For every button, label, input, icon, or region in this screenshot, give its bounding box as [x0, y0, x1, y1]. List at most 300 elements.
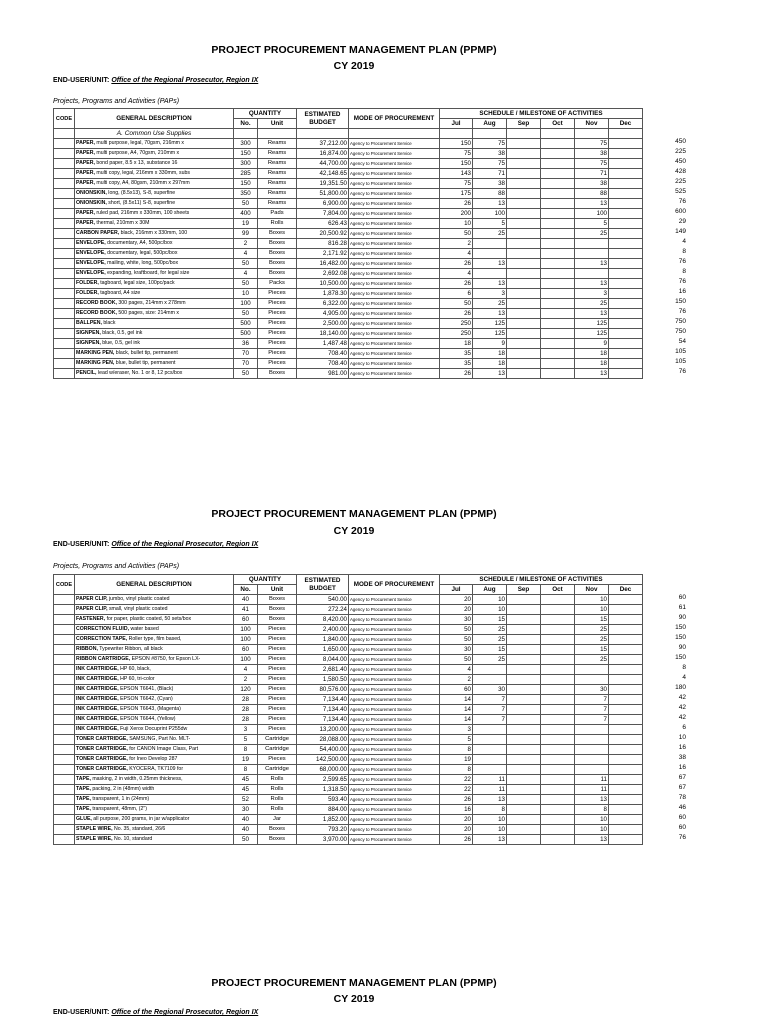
item-name: ONIONSKIN, — [76, 190, 107, 196]
month-nov — [575, 269, 609, 279]
month-jul: 26 — [440, 199, 473, 209]
item-unit: Reams — [258, 159, 297, 169]
month-aug — [473, 735, 507, 745]
item-detail: KYOCERA, TK7109 for — [127, 766, 184, 772]
header-month: Aug — [473, 585, 507, 595]
item-unit: Reams — [258, 189, 297, 199]
month-aug: 18 — [473, 359, 507, 369]
table-row — [54, 655, 643, 665]
table-row — [54, 329, 643, 339]
item-name: RECORD BOOK, — [76, 300, 117, 306]
table-row — [54, 695, 643, 705]
item-mode: Agency to Procurement Service — [349, 369, 440, 379]
item-mode: Agency to Procurement Service — [349, 755, 440, 765]
item-name: TONER CARTRIDGE, — [76, 756, 128, 762]
month-nov — [575, 725, 609, 735]
month-nov — [575, 745, 609, 755]
item-name: FOLDER, — [76, 290, 99, 296]
month-sep — [507, 189, 541, 199]
month-dec — [609, 189, 643, 199]
item-description — [75, 369, 234, 379]
item-detail: for paper, plastic coated, 50 sets/box — [105, 616, 192, 622]
item-budget: 708.40 — [297, 359, 349, 369]
month-oct — [541, 605, 575, 615]
month-sep — [507, 199, 541, 209]
month-oct — [541, 349, 575, 359]
enduser-label: END-USER/UNIT: — [53, 1009, 110, 1016]
month-oct — [541, 595, 575, 605]
month-dec — [609, 795, 643, 805]
month-jul: 30 — [440, 645, 473, 655]
month-sep — [507, 725, 541, 735]
month-aug: 7 — [473, 705, 507, 715]
month-oct — [541, 825, 575, 835]
code-cell — [54, 189, 75, 199]
item-unit: Packs — [258, 279, 297, 289]
table-row — [54, 229, 643, 239]
page-year: CY 2019 — [333, 993, 375, 1005]
section-title: A. Common Use Supplies — [75, 129, 234, 139]
item-quantity: 4 — [234, 269, 258, 279]
month-aug: 38 — [473, 179, 507, 189]
item-unit: Pieces — [258, 705, 297, 715]
table-row — [54, 615, 643, 625]
item-mode: Agency to Procurement Service — [349, 635, 440, 645]
item-budget: 1,487.48 — [297, 339, 349, 349]
item-mode: Agency to Procurement Service — [349, 319, 440, 329]
item-name: PAPER, — [76, 140, 95, 146]
item-detail: multi purpose, A4, 70gsm, 210mm x — [94, 150, 180, 156]
month-oct — [541, 615, 575, 625]
header-schedule: SCHEDULE / MILESTONE OF ACTIVITIES — [440, 109, 643, 119]
month-nov: 13 — [575, 199, 609, 209]
item-name: TAPE, — [76, 796, 91, 802]
header-budget: ESTIMATED BUDGET — [297, 109, 349, 129]
month-aug: 30 — [473, 685, 507, 695]
month-aug: 3 — [473, 289, 507, 299]
code-cell — [54, 169, 75, 179]
month-aug: 13 — [473, 259, 507, 269]
item-unit: Boxes — [258, 369, 297, 379]
month-oct — [541, 239, 575, 249]
code-cell — [54, 239, 75, 249]
month-oct — [541, 735, 575, 745]
item-detail: SAMSUNG, Part No. MLT- — [127, 736, 191, 742]
table-row — [54, 775, 643, 785]
month-aug — [473, 765, 507, 775]
month-jul: 26 — [440, 835, 473, 845]
code-cell — [54, 765, 75, 775]
month-jul: 175 — [440, 189, 473, 199]
month-oct — [541, 695, 575, 705]
month-oct — [541, 229, 575, 239]
month-jul: 35 — [440, 359, 473, 369]
item-description — [75, 735, 234, 745]
item-description — [75, 249, 234, 259]
code-cell — [54, 289, 75, 299]
month-jul: 26 — [440, 795, 473, 805]
code-cell — [54, 665, 75, 675]
item-unit: Rolls — [258, 785, 297, 795]
item-budget: 7,134.40 — [297, 695, 349, 705]
item-mode: Agency to Procurement Service — [349, 615, 440, 625]
item-budget: 7,134.40 — [297, 705, 349, 715]
month-oct — [541, 169, 575, 179]
month-nov: 25 — [575, 635, 609, 645]
header-month: Jul — [440, 585, 473, 595]
item-quantity: 36 — [234, 339, 258, 349]
item-detail: masking, 2 in width, 0.25mm thickness, — [90, 776, 183, 782]
table-row — [54, 269, 643, 279]
row-total: 105 — [675, 358, 686, 365]
row-total: 38 — [678, 754, 686, 761]
month-oct — [541, 625, 575, 635]
enduser-office: Office of the Regional Prosecutor, Region IX — [111, 1009, 259, 1016]
month-aug: 25 — [473, 655, 507, 665]
item-budget: 2,500.00 — [297, 319, 349, 329]
item-detail: tagboard, A4 size — [98, 290, 141, 296]
month-jul: 22 — [440, 785, 473, 795]
item-mode: Agency to Procurement Service — [349, 229, 440, 239]
item-name: PAPER CLIP, — [76, 606, 108, 612]
item-budget: 20,500.92 — [297, 229, 349, 239]
item-unit: Pads — [258, 209, 297, 219]
table-row — [54, 645, 643, 655]
item-detail: bond paper, 8.5 x 13, substance 16 — [94, 160, 178, 166]
month-oct — [541, 645, 575, 655]
item-detail: thermal, 210mm x 30M — [94, 220, 150, 226]
month-sep — [507, 605, 541, 615]
code-cell — [54, 319, 75, 329]
page-title: PROJECT PROCUREMENT MANAGEMENT PLAN (PPMP) — [211, 508, 497, 520]
month-oct — [541, 805, 575, 815]
table-row — [54, 309, 643, 319]
month-oct — [541, 199, 575, 209]
month-nov: 125 — [575, 319, 609, 329]
row-total: 4 — [682, 674, 686, 681]
page-title: PROJECT PROCUREMENT MANAGEMENT PLAN (PPMP) — [211, 977, 497, 989]
header-schedule: SCHEDULE / MILESTONE OF ACTIVITIES — [440, 575, 643, 585]
month-jul: 200 — [440, 209, 473, 219]
item-detail: small, vinyl plastic coated — [107, 606, 168, 612]
item-description — [75, 705, 234, 715]
table-row — [54, 735, 643, 745]
table-row — [54, 159, 643, 169]
month-aug: 71 — [473, 169, 507, 179]
item-mode: Agency to Procurement Service — [349, 595, 440, 605]
item-name: SIGNPEN, — [76, 340, 101, 346]
header-quantity: QUANTITY — [234, 575, 297, 585]
code-cell — [54, 149, 75, 159]
item-unit: Boxes — [258, 615, 297, 625]
code-cell — [54, 635, 75, 645]
item-budget: 593.40 — [297, 795, 349, 805]
item-budget: 54,400.00 — [297, 745, 349, 755]
month-sep — [507, 139, 541, 149]
code-cell — [54, 815, 75, 825]
month-nov: 9 — [575, 339, 609, 349]
month-sep — [507, 715, 541, 725]
item-description — [75, 269, 234, 279]
ppmp-table-2 — [53, 574, 643, 845]
item-name: INK CARTRIDGE, — [76, 676, 119, 682]
item-name: BALLPEN, — [76, 320, 102, 326]
item-unit: Boxes — [258, 825, 297, 835]
item-quantity: 50 — [234, 369, 258, 379]
item-detail: multi copy, legal, 216mm x 330mm, subs — [94, 170, 190, 176]
item-unit: Pieces — [258, 309, 297, 319]
header-month: Dec — [609, 119, 643, 129]
item-mode: Agency to Procurement Service — [349, 329, 440, 339]
table-row — [54, 259, 643, 269]
month-aug: 13 — [473, 199, 507, 209]
item-mode: Agency to Procurement Service — [349, 249, 440, 259]
table-row — [54, 339, 643, 349]
month-dec — [609, 149, 643, 159]
item-budget: 8,044.00 — [297, 655, 349, 665]
paps-label: Projects, Programs and Activities (PAPs) — [53, 563, 180, 570]
month-oct — [541, 755, 575, 765]
month-nov: 3 — [575, 289, 609, 299]
month-nov: 8 — [575, 805, 609, 815]
row-total: 150 — [675, 624, 686, 631]
item-mode: Agency to Procurement Service — [349, 279, 440, 289]
enduser-office: Office of the Regional Prosecutor, Region IX — [111, 77, 259, 84]
item-mode: Agency to Procurement Service — [349, 309, 440, 319]
item-description — [75, 675, 234, 685]
item-quantity: 40 — [234, 595, 258, 605]
row-total: 16 — [678, 288, 686, 295]
item-description — [75, 169, 234, 179]
table-row — [54, 139, 643, 149]
item-name: PAPER, — [76, 220, 95, 226]
month-aug: 15 — [473, 615, 507, 625]
row-total: 60 — [678, 824, 686, 831]
month-dec — [609, 815, 643, 825]
item-budget: 1,840.00 — [297, 635, 349, 645]
month-dec — [609, 319, 643, 329]
table-row — [54, 625, 643, 635]
month-nov: 75 — [575, 159, 609, 169]
code-cell — [54, 179, 75, 189]
item-description — [75, 785, 234, 795]
code-cell — [54, 835, 75, 845]
month-jul: 8 — [440, 765, 473, 775]
item-detail: short, (8.5x11) S-8, superfine — [106, 200, 176, 206]
item-mode: Agency to Procurement Service — [349, 269, 440, 279]
item-unit: Boxes — [258, 259, 297, 269]
month-aug — [473, 269, 507, 279]
item-mode: Agency to Procurement Service — [349, 745, 440, 755]
item-unit: Cartridge — [258, 765, 297, 775]
month-nov: 25 — [575, 299, 609, 309]
item-quantity: 40 — [234, 815, 258, 825]
header-month: Dec — [609, 585, 643, 595]
item-budget: 19,351.50 — [297, 179, 349, 189]
item-name: GLUE, — [76, 816, 92, 822]
item-name: FASTENER, — [76, 616, 106, 622]
table-row — [54, 219, 643, 229]
item-budget: 1,852.00 — [297, 815, 349, 825]
month-sep — [507, 635, 541, 645]
table-row — [54, 715, 643, 725]
month-jul: 4 — [440, 249, 473, 259]
month-dec — [609, 199, 643, 209]
month-oct — [541, 725, 575, 735]
enduser-line — [53, 541, 258, 548]
item-detail: EPSON T6643, (Magenta) — [118, 706, 181, 712]
table-row — [54, 239, 643, 249]
item-detail: EPSON T6644, (Yellow) — [118, 716, 176, 722]
item-detail: documentary, A4, 500pc/box — [105, 240, 173, 246]
table-row — [54, 319, 643, 329]
month-dec — [609, 835, 643, 845]
month-oct — [541, 189, 575, 199]
month-nov: 75 — [575, 139, 609, 149]
code-cell — [54, 745, 75, 755]
item-unit: Pieces — [258, 725, 297, 735]
item-name: TONER CARTRIDGE, — [76, 736, 128, 742]
table-row — [54, 745, 643, 755]
code-cell — [54, 725, 75, 735]
code-cell — [54, 685, 75, 695]
table-row — [54, 209, 643, 219]
month-sep — [507, 149, 541, 159]
month-aug: 10 — [473, 825, 507, 835]
month-aug: 75 — [473, 159, 507, 169]
enduser-label: END-USER/UNIT: — [53, 77, 110, 84]
month-aug — [473, 665, 507, 675]
month-jul: 20 — [440, 815, 473, 825]
item-budget: 6,322.00 — [297, 299, 349, 309]
row-total: 4 — [682, 238, 686, 245]
month-sep — [507, 765, 541, 775]
row-total: 90 — [678, 614, 686, 621]
item-budget: 540.00 — [297, 595, 349, 605]
month-sep — [507, 239, 541, 249]
table-row — [54, 359, 643, 369]
header-quantity: QUANTITY — [234, 109, 297, 119]
row-total: 225 — [675, 178, 686, 185]
item-description — [75, 745, 234, 755]
item-detail: lead w/eraser, No. 1 or 8, 12 pcs/box — [96, 370, 183, 376]
month-jul: 60 — [440, 685, 473, 695]
item-mode: Agency to Procurement Service — [349, 805, 440, 815]
item-detail: 500 pages, size: 214mm x — [116, 310, 179, 316]
month-aug — [473, 755, 507, 765]
item-quantity: 28 — [234, 705, 258, 715]
code-cell — [54, 279, 75, 289]
item-quantity: 8 — [234, 745, 258, 755]
month-sep — [507, 319, 541, 329]
item-unit: Pieces — [258, 755, 297, 765]
item-mode: Agency to Procurement Service — [349, 795, 440, 805]
item-detail: Roller type, film based, — [127, 636, 182, 642]
item-mode: Agency to Procurement Service — [349, 209, 440, 219]
month-jul: 35 — [440, 349, 473, 359]
item-budget: 2,692.08 — [297, 269, 349, 279]
code-cell — [54, 785, 75, 795]
month-nov: 11 — [575, 775, 609, 785]
month-sep — [507, 369, 541, 379]
month-dec — [609, 825, 643, 835]
item-description — [75, 319, 234, 329]
month-aug: 15 — [473, 645, 507, 655]
item-name: RECORD BOOK, — [76, 310, 117, 316]
month-sep — [507, 595, 541, 605]
table-row — [54, 369, 643, 379]
month-oct — [541, 835, 575, 845]
month-aug — [473, 239, 507, 249]
item-mode: Agency to Procurement Service — [349, 219, 440, 229]
month-dec — [609, 705, 643, 715]
item-mode: Agency to Procurement Service — [349, 179, 440, 189]
item-mode: Agency to Procurement Service — [349, 149, 440, 159]
month-sep — [507, 655, 541, 665]
table-row — [54, 795, 643, 805]
item-name: TONER CARTRIDGE, — [76, 746, 128, 752]
code-cell — [54, 795, 75, 805]
month-nov: 38 — [575, 179, 609, 189]
item-name: PAPER, — [76, 210, 95, 216]
item-budget: 44,700.00 — [297, 159, 349, 169]
code-cell — [54, 309, 75, 319]
item-description — [75, 289, 234, 299]
item-unit: Boxes — [258, 605, 297, 615]
item-unit: Pieces — [258, 319, 297, 329]
item-name: PAPER, — [76, 150, 95, 156]
month-dec — [609, 299, 643, 309]
item-quantity: 19 — [234, 219, 258, 229]
header-code: CODE — [54, 109, 75, 129]
month-aug: 11 — [473, 775, 507, 785]
month-oct — [541, 139, 575, 149]
item-quantity: 4 — [234, 249, 258, 259]
item-mode: Agency to Procurement Service — [349, 675, 440, 685]
item-name: FOLDER, — [76, 280, 99, 286]
table-row — [54, 279, 643, 289]
item-budget: 80,576.00 — [297, 685, 349, 695]
month-nov: 30 — [575, 685, 609, 695]
row-total: 10 — [678, 734, 686, 741]
item-description — [75, 149, 234, 159]
item-detail: packing, 2 in (48mm) width — [90, 786, 155, 792]
code-cell — [54, 645, 75, 655]
item-quantity: 350 — [234, 189, 258, 199]
item-unit: Rolls — [258, 805, 297, 815]
month-nov — [575, 665, 609, 675]
month-dec — [609, 715, 643, 725]
month-oct — [541, 299, 575, 309]
item-description — [75, 329, 234, 339]
item-name: PENCIL, — [76, 370, 97, 376]
item-detail: Fuji Xerox Docuprint P255dw — [118, 726, 188, 732]
month-nov — [575, 755, 609, 765]
month-aug: 11 — [473, 785, 507, 795]
month-dec — [609, 685, 643, 695]
item-name: MARKING PEN, — [76, 360, 115, 366]
item-unit: Pieces — [258, 289, 297, 299]
month-nov: 10 — [575, 815, 609, 825]
month-dec — [609, 139, 643, 149]
month-dec — [609, 645, 643, 655]
item-mode: Agency to Procurement Service — [349, 775, 440, 785]
month-sep — [507, 785, 541, 795]
item-budget: 708.40 — [297, 349, 349, 359]
month-dec — [609, 349, 643, 359]
item-mode: Agency to Procurement Service — [349, 339, 440, 349]
month-jul: 50 — [440, 299, 473, 309]
